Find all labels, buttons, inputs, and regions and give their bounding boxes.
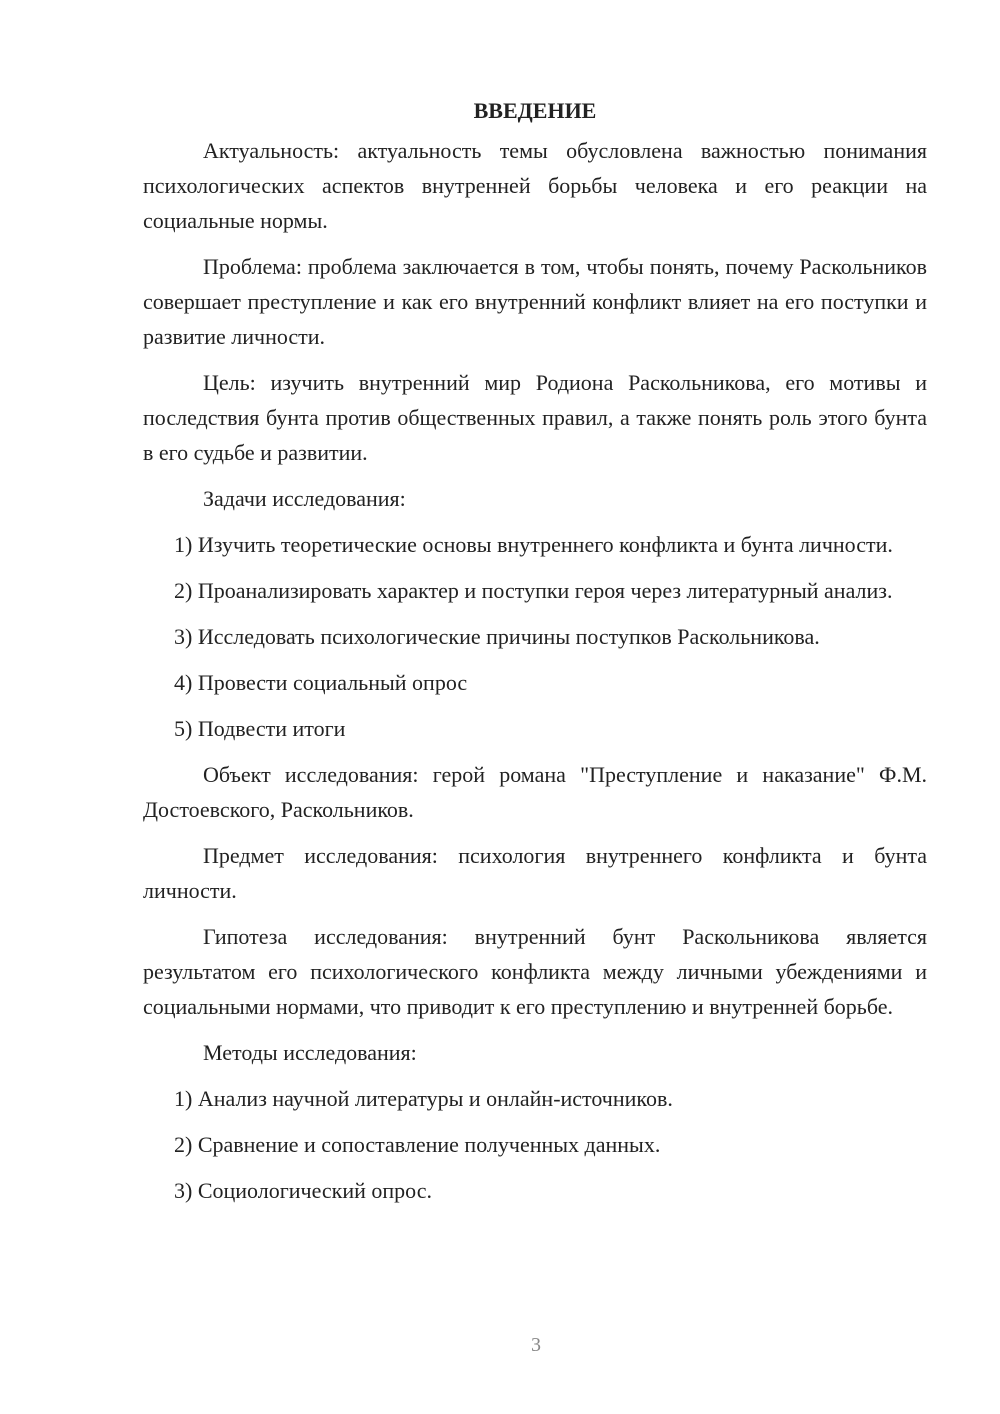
task-item-4: 4) Провести социальный опрос <box>174 670 468 695</box>
paragraph-hypothesis: Гипотеза исследования: внутренний бунт Раскольникова является результатом его психологического конфликта между личными убеждениями и социальными нормами, что приводит к его преступлению и внутренней борьбе. <box>143 924 927 1019</box>
paragraph-problem: Проблема: проблема заключается в том, чтобы понять, почему Раскольников совершает преступление и как его внутренний конфликт влияет на его поступки и развитие личности. <box>143 254 927 349</box>
tasks-heading: Задачи исследования: <box>203 486 406 511</box>
task-item-3: 3) Исследовать психологические причины поступков Раскольникова. <box>174 624 820 649</box>
method-item-3: 3) Социологический опрос. <box>174 1178 432 1203</box>
methods-heading: Методы исследования: <box>203 1040 417 1065</box>
paragraph-object: Объект исследования: герой романа "Преступление и наказание" Ф.М. Достоевского, Раскольников. <box>143 762 927 822</box>
page-content <box>143 93 927 1208</box>
page-number: 3 <box>531 1334 541 1356</box>
task-item-1: 1) Изучить теоретические основы внутреннего конфликта и бунта личности. <box>174 532 893 557</box>
paragraph-goal: Цель: изучить внутренний мир Родиона Раскольникова, его мотивы и последствия бунта против общественных правил, а также понять роль этого бунта в его судьбе и развитии. <box>143 370 927 465</box>
task-item-5: 5) Подвести итоги <box>174 716 346 741</box>
page-title: ВВЕДЕНИЕ <box>473 98 597 123</box>
paragraph-relevance: Актуальность: актуальность темы обусловлена важностью понимания психологических аспектов внутренней борьбы человека и его реакции на социальные нормы. <box>143 138 927 233</box>
paragraph-subject: Предмет исследования: психология внутреннего конфликта и бунта личности. <box>143 843 927 903</box>
task-item-2: 2) Проанализировать характер и поступки героя через литературный анализ. <box>174 578 893 603</box>
method-item-1: 1) Анализ научной литературы и онлайн-источников. <box>174 1086 673 1111</box>
method-item-2: 2) Сравнение и сопоставление полученных данных. <box>174 1132 661 1157</box>
